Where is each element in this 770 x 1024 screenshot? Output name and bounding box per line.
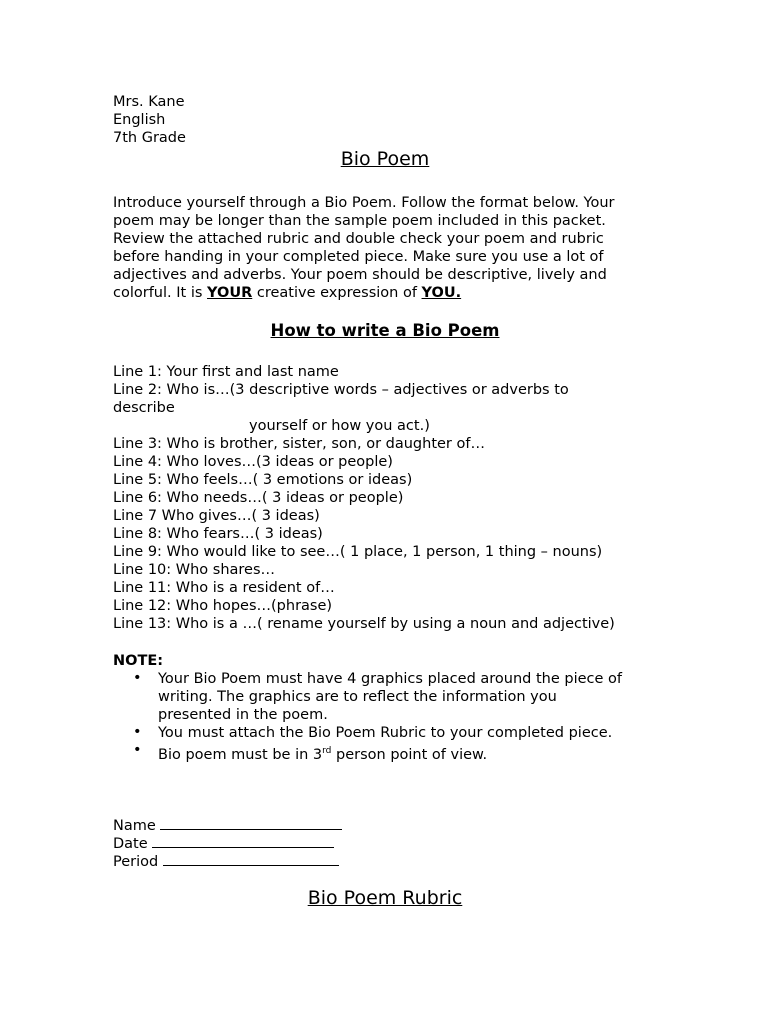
step-line: Line 9: Who would like to see…( 1 place, 1 person, 1 thing – nouns) — [113, 544, 603, 560]
rubric-title: Bio Poem Rubric — [307, 887, 463, 909]
intro-line: poem may be longer than the sample poem included in this packet. — [113, 213, 606, 229]
note-item: You must attach the Bio Poem Rubric to your completed piece. — [158, 725, 613, 741]
step-line: Line 1: Your first and last name — [113, 364, 339, 380]
note-text: person point of view. — [331, 746, 488, 763]
period-blank[interactable] — [163, 851, 339, 866]
name-label: Name — [113, 818, 156, 834]
step-line: Line 2: Who is…(3 descriptive words – adjectives or adverbs to — [113, 382, 569, 398]
ordinal-suffix: rd — [322, 746, 332, 756]
note-item — [158, 742, 487, 764]
intro-text: colorful. It is — [113, 285, 208, 301]
note-item: Your Bio Poem must have 4 graphics placed around the piece of — [158, 671, 623, 687]
note-item: presented in the poem. — [158, 707, 328, 723]
note-text: Bio poem must be in 3 — [158, 746, 323, 763]
intro-last-line — [113, 284, 461, 302]
step-line: Line 6: Who needs…( 3 ideas or people) — [113, 490, 404, 506]
date-field — [113, 833, 334, 853]
step-line: Line 12: Who hopes…(phrase) — [113, 598, 333, 614]
bullet-icon: • — [133, 724, 142, 740]
step-line: Line 10: Who shares… — [113, 562, 276, 578]
date-label: Date — [113, 836, 148, 852]
step-line: Line 7 Who gives…( 3 ideas) — [113, 508, 320, 524]
step-line: Line 11: Who is a resident of… — [113, 580, 335, 596]
grade: 7th Grade — [113, 130, 186, 146]
period-label: Period — [113, 854, 159, 870]
note-item: writing. The graphics are to reflect the information you — [158, 689, 557, 705]
emphasis-your: YOUR — [207, 285, 253, 301]
intro-line: before handing in your completed piece. Make sure you use a lot of — [113, 249, 604, 265]
page-title: Bio Poem — [340, 148, 430, 170]
intro-line: Introduce yourself through a Bio Poem. Follow the format below. Your — [113, 195, 615, 211]
intro-line: adjectives and adverbs. Your poem should be descriptive, lively and — [113, 267, 607, 283]
period-field — [113, 851, 339, 871]
date-blank[interactable] — [152, 833, 334, 848]
name-field — [113, 815, 342, 835]
teacher-name: Mrs. Kane — [113, 94, 185, 110]
intro-text: creative expression of — [252, 285, 422, 301]
step-line: yourself or how you act.) — [249, 418, 430, 434]
bullet-icon: • — [133, 670, 142, 686]
bullet-icon: • — [133, 742, 142, 758]
emphasis-you: YOU. — [421, 285, 462, 301]
step-line: describe — [113, 400, 175, 416]
intro-line: Review the attached rubric and double check your poem and rubric — [113, 231, 604, 247]
step-line: Line 13: Who is a …( rename yourself by using a noun and adjective) — [113, 616, 615, 632]
step-line: Line 4: Who loves…(3 ideas or people) — [113, 454, 393, 470]
name-blank[interactable] — [160, 815, 342, 830]
step-line: Line 8: Who fears…( 3 ideas) — [113, 526, 323, 542]
subject: English — [113, 112, 166, 128]
note-label: NOTE: — [113, 653, 164, 669]
step-line: Line 3: Who is brother, sister, son, or daughter of… — [113, 436, 485, 452]
step-line: Line 5: Who feels…( 3 emotions or ideas) — [113, 472, 413, 488]
howto-heading: How to write a Bio Poem — [270, 321, 500, 340]
